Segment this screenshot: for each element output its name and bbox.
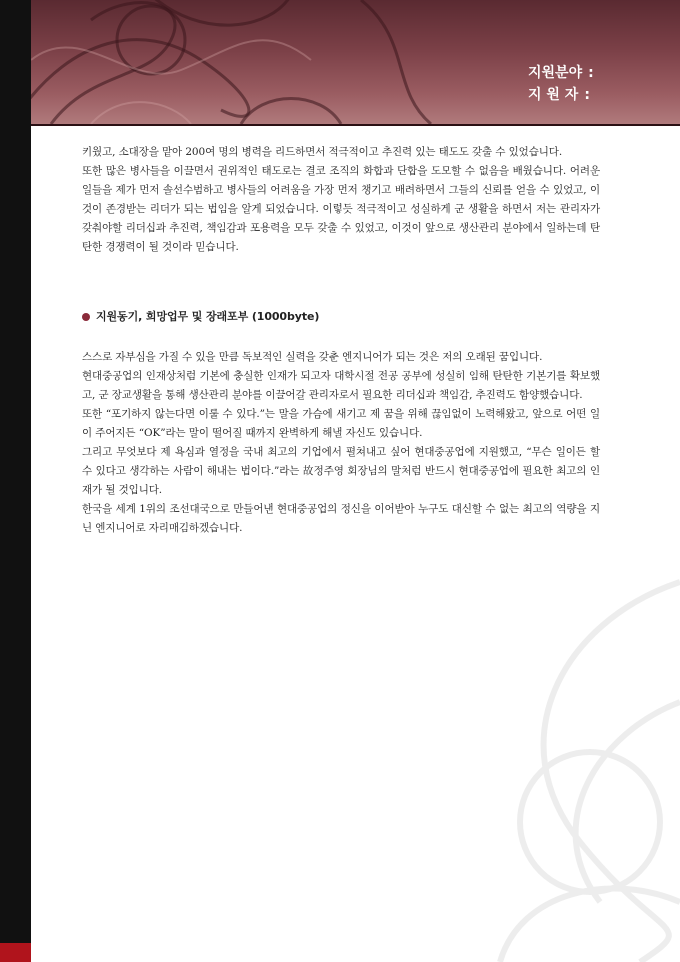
paragraph-bottom-5: 한국을 세계 1위의 조선대국으로 만들어낸 현대중공업의 정신을 이어받아 누구도 대신할 수 없는 최고의 역량을 지닌 엔지니어로 자리매김하겠습니다. [82, 503, 600, 534]
paragraph-bottom-3: 또한 “포기하지 않는다면 이룰 수 있다.”는 말을 가슴에 새기고 제 꿈을 위해 끊임없이 노력해왔고, 앞으로 어떤 일이 주어지든 “OK”라는 말이 떨어질 때까지 완벽하게 해낼 자신도 있습니다. [82, 408, 600, 439]
left-red-accent [0, 943, 31, 962]
applicant-label: 지 원 자 [528, 87, 579, 103]
field-label: 지원분야 [528, 65, 583, 81]
bullet-icon [82, 313, 90, 321]
applicant-row [528, 84, 594, 106]
paragraph-bottom-4: 그리고 무엇보다 제 욕심과 열정을 국내 최고의 기업에서 펼쳐내고 싶어 현대중공업에 지원했고, “무슨 일이든 할 수 있다고 생각하는 사람이 해내는 법이다.”라는 故정주영 회장님의 말처럼 반드시 현대중공업에 필요한 최고의 인재가 될 것입니다. [82, 446, 600, 496]
field-colon: : [588, 65, 594, 81]
applicant-colon: : [584, 87, 590, 103]
section-title-text: 지원동기, 희망업무 및 장래포부 (1000byte) [96, 310, 320, 323]
paragraph-bottom-2: 현대중공업의 인재상처럼 기본에 충실한 인재가 되고자 대학시절 전공 공부에 성실히 임해 탄탄한 기본기를 확보했고, 군 장교생활을 통해 생산관리 분야를 이끌어갈 관리자로서 필요한 리더십과 책임감, 추진력도 함양했습니다. [82, 370, 600, 401]
paragraph-bottom-1: 스스로 자부심을 가질 수 있을 만큼 독보적인 실력을 갖춘 엔지니어가 되는 것은 저의 오래된 꿈입니다. [82, 351, 543, 363]
applicant-info [528, 62, 594, 106]
section-heading [82, 307, 600, 326]
paragraph-top-1: 키웠고, 소대장을 맡아 200여 명의 병력을 리드하면서 적극적이고 추진력 있는 태도도 갖출 수 있었습니다. [82, 146, 563, 158]
header-divider [31, 124, 680, 126]
background-swirl-watermark [380, 542, 680, 962]
field-row [528, 62, 594, 84]
paragraph-top-2: 또한 많은 병사들을 이끌면서 권위적인 태도로는 결코 조직의 화합과 단합을 도모할 수 없음을 배웠습니다. 어려운 일들을 제가 먼저 솔선수범하고 병사들의 어려움을 가장 먼저 챙기고 배려하면서 그들의 신뢰를 얻을 수 있었고, 이것이 존경받는 리더가 되는 법임을 알게 되었습니다. 이렇듯 적극적이고 성실하게 군 생활을 하면서 저는 관리자가 갖춰야할 리더십과 추진력, 책임감과 포용력을 모두 갖출 수 있었고, 이것이 앞으로 생산관리 분야에서 일하는데 탄탄한 경쟁력이 될 것이라 믿습니다. [82, 165, 600, 253]
left-black-bar [0, 0, 31, 962]
header-banner [31, 0, 680, 124]
document-body [82, 143, 600, 538]
